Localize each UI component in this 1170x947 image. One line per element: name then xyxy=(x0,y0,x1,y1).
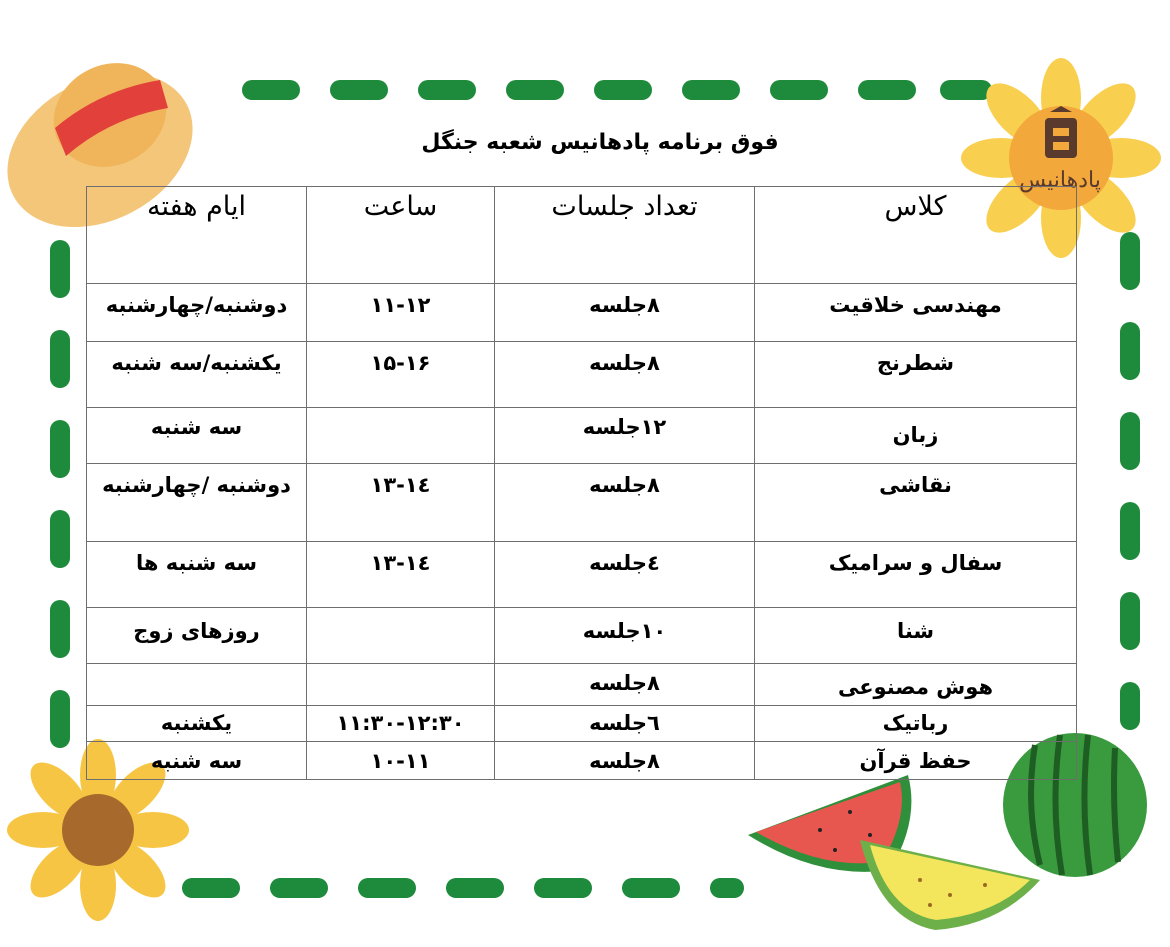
cell-sessions: ۸جلسه xyxy=(495,284,755,342)
table-header-row xyxy=(87,187,1077,284)
cell-class: هوش مصنوعی xyxy=(755,664,1077,706)
cell-time xyxy=(307,408,495,464)
cell-days: روزهای زوج xyxy=(87,608,307,664)
cell-time: ۱۱-۱۲ xyxy=(307,284,495,342)
cell-sessions: ۸جلسه xyxy=(495,664,755,706)
cell-time: ۱۳-۱٤ xyxy=(307,542,495,608)
cell-time: ۱۱:۳۰-۱۲:۳۰ xyxy=(307,706,495,742)
cell-sessions: ۱۰جلسه xyxy=(495,608,755,664)
cell-days: دوشنبه /چهارشنبه xyxy=(87,464,307,542)
cell-days: یکشنبه xyxy=(87,706,307,742)
table-row xyxy=(87,706,1077,742)
cell-class: زبان xyxy=(755,408,1077,464)
cell-time: ۱۰-۱۱ xyxy=(307,742,495,780)
header-class: کلاس xyxy=(755,187,1077,284)
logo-text: پادهانیس xyxy=(1019,168,1101,193)
cell-sessions: ٦جلسه xyxy=(495,706,755,742)
schedule-table xyxy=(86,186,1077,780)
cell-days xyxy=(87,664,307,706)
cell-class: شطرنج xyxy=(755,342,1077,408)
page-title: فوق برنامه پادهانیس شعبه جنگل xyxy=(421,130,779,155)
cell-time xyxy=(307,608,495,664)
cell-days: دوشنبه/چهارشنبه xyxy=(87,284,307,342)
table-row xyxy=(87,342,1077,408)
cell-class: حفظ قرآن xyxy=(755,742,1077,780)
cell-class: مهندسی خلاقیت xyxy=(755,284,1077,342)
cell-sessions: ۸جلسه xyxy=(495,742,755,780)
table-row xyxy=(87,742,1077,780)
cell-days: سه شنبه xyxy=(87,408,307,464)
cell-time xyxy=(307,664,495,706)
table-row xyxy=(87,664,1077,706)
header-days: ایام هفته xyxy=(87,187,307,284)
watermelon-slice-icon xyxy=(860,840,1040,930)
cell-class: شنا xyxy=(755,608,1077,664)
table-row xyxy=(87,542,1077,608)
cell-time: ۱۳-۱٤ xyxy=(307,464,495,542)
table-row xyxy=(87,408,1077,464)
table-row xyxy=(87,284,1077,342)
cell-days: یکشنبه/سه شنبه xyxy=(87,342,307,408)
cell-class: رباتیک xyxy=(755,706,1077,742)
cell-sessions: ٤جلسه xyxy=(495,542,755,608)
cell-sessions: ۸جلسه xyxy=(495,464,755,542)
cell-class: سفال و سرامیک xyxy=(755,542,1077,608)
cell-days: سه شنبه ها xyxy=(87,542,307,608)
cell-class: نقاشی xyxy=(755,464,1077,542)
cell-days: سه شنبه xyxy=(87,742,307,780)
cell-sessions: ۸جلسه xyxy=(495,342,755,408)
cell-sessions: ۱۲جلسه xyxy=(495,408,755,464)
table-row xyxy=(87,608,1077,664)
header-time: ساعت xyxy=(307,187,495,284)
table-row xyxy=(87,464,1077,542)
cell-time: ۱۵-۱۶ xyxy=(307,342,495,408)
header-sessions: تعداد جلسات xyxy=(495,187,755,284)
